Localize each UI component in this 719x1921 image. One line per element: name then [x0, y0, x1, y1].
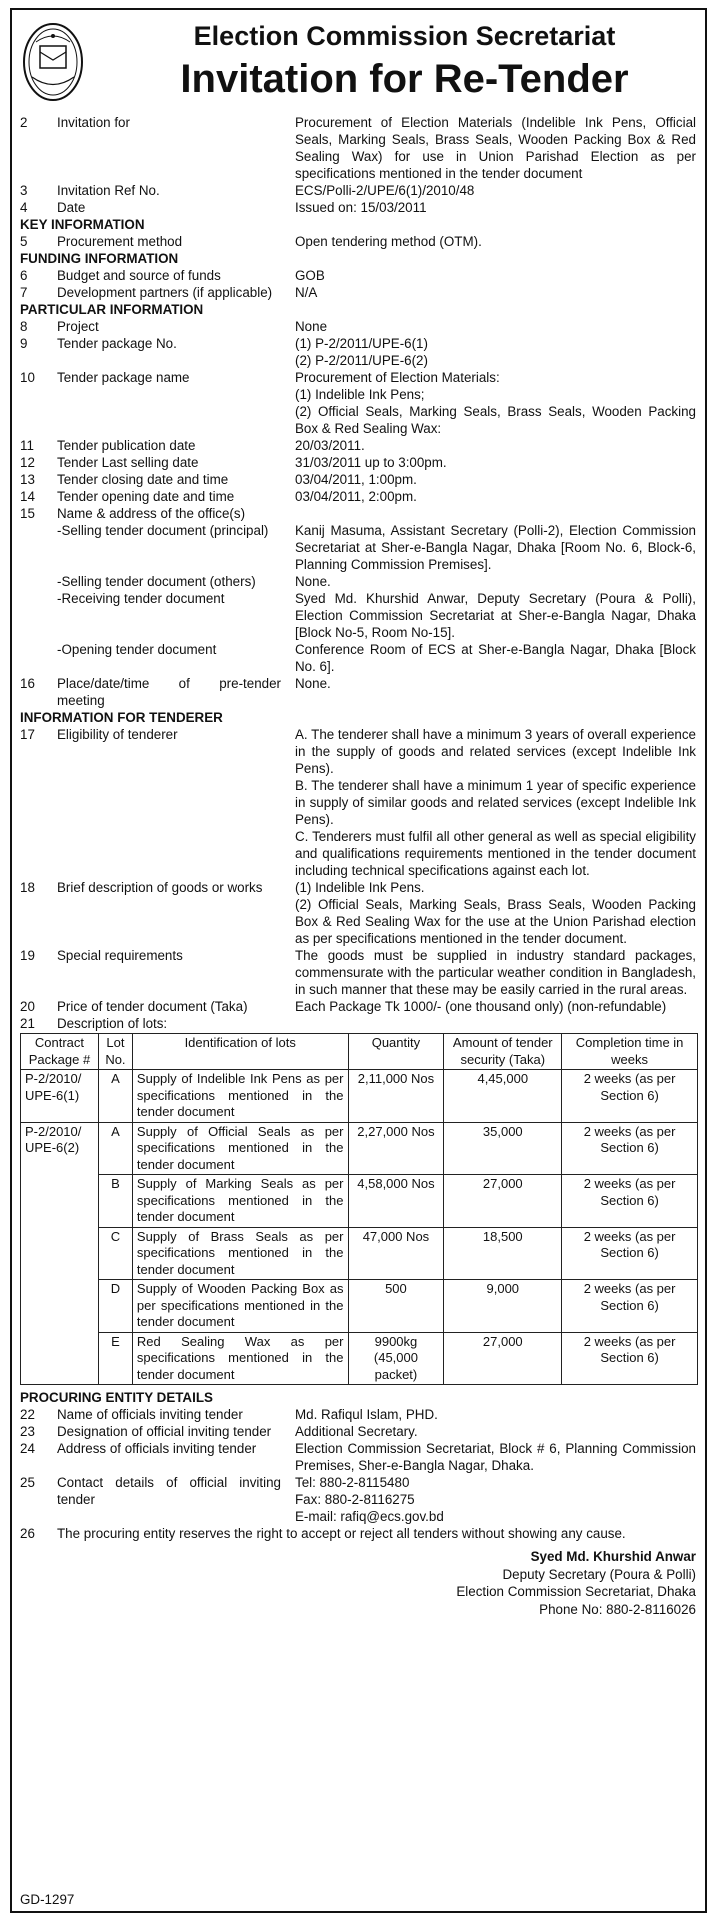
quantity-cell: 2,27,000 Nos	[348, 1122, 444, 1175]
item-label: Place/date/time of pre-tender meeting	[57, 676, 281, 708]
lot-cell: E	[98, 1332, 132, 1385]
item-value: None.	[295, 676, 331, 691]
item-label: Name of officials inviting tender	[57, 1407, 243, 1422]
item-label: Name & address of the office(s)	[57, 506, 246, 521]
section-heading: FUNDING INFORMATION	[20, 251, 179, 266]
table-row	[21, 1122, 698, 1175]
item-value: Md. Rafiqul Islam, PHD.	[295, 1407, 438, 1422]
item-value: 03/04/2011, 1:00pm.	[295, 472, 417, 487]
item-row	[20, 573, 698, 590]
lot-description: Supply of Brass Seals as per specifications mentioned in the tender document	[132, 1227, 348, 1280]
item-label: Tender Last selling date	[57, 455, 199, 470]
item-value: Issued on: 15/03/2011	[295, 200, 427, 215]
item-number: 16	[20, 676, 35, 691]
item-row	[20, 284, 698, 301]
column-header: Amount of tender security (Taka)	[444, 1034, 562, 1070]
lot-description: Supply of Official Seals as per specifications mentioned in the tender document	[132, 1122, 348, 1175]
item-value: Additional Secretary.	[295, 1424, 418, 1439]
item-number: 19	[20, 948, 35, 963]
item-label: Procurement method	[57, 234, 183, 249]
item-number: 15	[20, 506, 35, 521]
item-label: Brief description of goods or works	[57, 880, 263, 895]
lot-description: Supply of Indelible Ink Pens as per specifications mentioned in the tender document	[132, 1070, 348, 1123]
table-row	[21, 1280, 698, 1333]
footer-code: GD-1297	[20, 1892, 75, 1907]
item-value	[295, 1474, 698, 1525]
item-row	[20, 114, 698, 182]
table-row	[21, 1332, 698, 1385]
item-row	[20, 182, 698, 199]
security-cell: 35,000	[444, 1122, 562, 1175]
lots-table	[20, 1033, 698, 1385]
item-label: Contact details of official inviting tender	[57, 1475, 281, 1507]
item-row	[20, 267, 698, 284]
item-label: Invitation for	[57, 115, 130, 130]
lot-cell: C	[98, 1227, 132, 1280]
completion-cell: 2 weeks (as per Section 6)	[562, 1070, 698, 1123]
item-label: -Opening tender document	[57, 642, 217, 657]
item-value: 03/04/2011, 2:00pm.	[295, 489, 417, 504]
contact-tel: Tel: 880-2-8115480	[295, 1475, 410, 1490]
item-value	[295, 369, 698, 437]
item-label: Special requirements	[57, 948, 183, 963]
item-label: Tender package No.	[57, 336, 177, 351]
signatory-designation: Deputy Secretary (Poura & Polli)	[502, 1566, 696, 1582]
item-label: Invitation Ref No.	[57, 183, 160, 198]
item-value: None	[295, 319, 328, 334]
lot-cell: A	[98, 1070, 132, 1123]
completion-cell: 2 weeks (as per Section 6)	[562, 1332, 698, 1385]
item-value: None.	[295, 574, 331, 589]
table-row	[21, 1070, 698, 1123]
table-row	[21, 1227, 698, 1280]
lot-cell: A	[98, 1122, 132, 1175]
column-header: Lot No.	[98, 1034, 132, 1070]
item-value: ECS/Polli-2/UPE/6(1)/2010/48	[295, 183, 475, 198]
item-number: 7	[20, 285, 28, 300]
item-row	[20, 1525, 698, 1542]
item-label: -Selling tender document (principal)	[57, 523, 269, 538]
security-cell: 27,000	[444, 1332, 562, 1385]
item-number: 11	[20, 438, 34, 453]
goods-line: (1) Indelible Ink Pens.	[295, 880, 425, 895]
item-row	[20, 879, 698, 947]
item-label: Tender opening date and time	[57, 489, 235, 504]
item-row	[20, 1406, 698, 1423]
item-value: Syed Md. Khurshid Anwar, Deputy Secretary (Poura & Polli), Election Commission Secretariat at Sher-e-Bangla Nagar, Dhaka [Block No-5, Room No-15].	[295, 591, 696, 640]
signatory-office: Election Commission Secretariat, Dhaka	[456, 1584, 696, 1599]
item-value: Each Package Tk 1000/- (one thousand only) (non-refundable)	[295, 999, 667, 1014]
package-number: (1) P-2/2011/UPE-6(1)	[295, 336, 428, 351]
item-number: 25	[20, 1475, 35, 1490]
section-heading: KEY INFORMATION	[20, 217, 145, 232]
item-number: 14	[20, 489, 35, 504]
package-name-line: Procurement of Election Materials:	[295, 370, 500, 385]
item-number: 3	[20, 183, 28, 198]
item-number: 26	[20, 1526, 35, 1541]
item-row	[20, 998, 698, 1015]
eligibility-clause: A. The tenderer shall have a minimum 3 years of overall experience in the supply of goods and related services (except Indelible Ink Pens).	[295, 727, 696, 776]
quantity-cell: 2,11,000 Nos	[348, 1070, 444, 1123]
column-header: Identification of lots	[132, 1034, 348, 1070]
table-row	[21, 1175, 698, 1228]
completion-cell: 2 weeks (as per Section 6)	[562, 1175, 698, 1228]
lot-cell: D	[98, 1280, 132, 1333]
item-value: Procurement of Election Materials (Indelible Ink Pens, Official Seals, Marking Seals, Brass Seals, Wooden Packing Box & Red Sealing Wax) for use in Union Parishad Election as per specifications mentioned in the tender document	[295, 115, 696, 181]
item-label: Project	[57, 319, 99, 334]
item-number: 23	[20, 1424, 35, 1439]
item-label: -Receiving tender document	[57, 591, 225, 606]
quantity-cell: 4,58,000 Nos	[348, 1175, 444, 1228]
item-label: Price of tender document (Taka)	[57, 999, 248, 1014]
item-number: 6	[20, 268, 28, 283]
item-number: 17	[20, 727, 35, 742]
eligibility-clause: B. The tenderer shall have a minimum 1 year of specific experience in supply of similar goods and related services (except Indelible Ink Pens).	[295, 778, 696, 827]
item-number: 8	[20, 319, 28, 334]
item-value	[295, 335, 698, 369]
item-label: Tender closing date and time	[57, 472, 229, 487]
lot-description: Supply of Marking Seals as per specifications mentioned in the tender document	[132, 1175, 348, 1228]
item-value: Open tendering method (OTM).	[295, 234, 482, 249]
item-row	[20, 641, 698, 675]
item-value: 20/03/2011.	[295, 438, 365, 453]
column-header: Contract Package #	[21, 1034, 99, 1070]
item-number: 20	[20, 999, 35, 1014]
item-row	[20, 471, 698, 488]
security-cell: 9,000	[444, 1280, 562, 1333]
item-row	[20, 522, 698, 573]
section-heading: PROCURING ENTITY DETAILS	[20, 1390, 213, 1405]
item-row	[20, 454, 698, 471]
security-cell: 4,45,000	[444, 1070, 562, 1123]
item-label: Address of officials inviting tender	[57, 1441, 257, 1456]
item-number: 9	[20, 336, 28, 351]
page-title-office: Election Commission Secretariat	[193, 21, 616, 51]
item-number: 2	[20, 115, 28, 130]
page-title-main: Invitation for Re-Tender	[180, 57, 629, 101]
signature-block	[20, 1548, 698, 1618]
item-value	[295, 879, 698, 947]
completion-cell: 2 weeks (as per Section 6)	[562, 1227, 698, 1280]
table-header-row	[21, 1034, 698, 1070]
lot-cell: B	[98, 1175, 132, 1228]
item-row	[20, 437, 698, 454]
contact-fax: Fax: 880-2-8116275	[295, 1492, 415, 1507]
item-row	[20, 318, 698, 335]
item-label: Tender package name	[57, 370, 190, 385]
item-label: Development partners (if applicable)	[57, 285, 273, 300]
section-heading: INFORMATION FOR TENDERER	[20, 710, 223, 725]
item-label: Designation of official inviting tender	[57, 1424, 272, 1439]
item-value	[295, 726, 698, 879]
item-number: 24	[20, 1441, 35, 1456]
item-number: 4	[20, 200, 28, 215]
item-value: GOB	[295, 268, 325, 283]
item-value: N/A	[295, 285, 318, 300]
package-name-line: (1) Indelible Ink Pens;	[295, 387, 425, 402]
item-row	[20, 335, 698, 369]
item-value: Kanij Masuma, Assistant Secretary (Polli-2), Election Commission Secretariat at Sher-e-Bangla Nagar, Dhaka [Room No. 6, Block-6, Planning Commission Premises].	[295, 523, 696, 572]
package-cell: P-2/2010/ UPE-6(1)	[21, 1070, 99, 1123]
quantity-cell: 47,000 Nos	[348, 1227, 444, 1280]
item-value: 31/03/2011 up to 3:00pm.	[295, 455, 447, 470]
item-value: Conference Room of ECS at Sher-e-Bangla Nagar, Dhaka [Block No. 6].	[295, 642, 696, 674]
item-row	[20, 233, 698, 250]
completion-cell: 2 weeks (as per Section 6)	[562, 1122, 698, 1175]
item-row	[20, 199, 698, 216]
item-row	[20, 1423, 698, 1440]
eligibility-clause: C. Tenderers must fulfil all other general as well as special eligibility and qualifications requirements mentioned in the tender document including technical specifications against each lot.	[295, 829, 696, 878]
item-number: 12	[20, 455, 35, 470]
item-label: Date	[57, 200, 86, 215]
item-number: 18	[20, 880, 35, 895]
tender-notice-body	[20, 114, 698, 1618]
signatory-name: Syed Md. Khurshid Anwar	[530, 1549, 696, 1564]
item-row	[20, 590, 698, 641]
item-number: 22	[20, 1407, 35, 1422]
lot-description: Supply of Wooden Packing Box as per specifications mentioned in the tender document	[132, 1280, 348, 1333]
item-row	[20, 488, 698, 505]
item-label: Budget and source of funds	[57, 268, 221, 283]
item-number: 10	[20, 370, 35, 385]
item-row	[20, 726, 698, 879]
completion-cell: 2 weeks (as per Section 6)	[562, 1280, 698, 1333]
item-row	[20, 505, 698, 522]
security-cell: 27,000	[444, 1175, 562, 1228]
item-number: 13	[20, 472, 35, 487]
column-header: Quantity	[348, 1034, 444, 1070]
item-label: Tender publication date	[57, 438, 196, 453]
item-value: The goods must be supplied in industry standard packages, commensurate with the particular weather condition in Bangladesh, in such manner that these may be easily carried in the rural areas.	[295, 948, 696, 997]
item-number: 5	[20, 234, 28, 249]
lot-description: Red Sealing Wax as per specifications mentioned in the tender document	[132, 1332, 348, 1385]
section-heading: PARTICULAR INFORMATION	[20, 302, 204, 317]
security-cell: 18,500	[444, 1227, 562, 1280]
emblem-seal-icon	[22, 22, 84, 104]
quantity-cell: 9900kg (45,000 packet)	[348, 1332, 444, 1385]
item-label: Eligibility of tenderer	[57, 727, 178, 742]
package-number: (2) P-2/2011/UPE-6(2)	[295, 353, 428, 368]
item-number: 21	[20, 1016, 35, 1031]
item-row	[20, 947, 698, 998]
item-row	[20, 1474, 698, 1525]
item-row	[20, 1440, 698, 1474]
item-row	[20, 1015, 698, 1032]
item-value: Election Commission Secretariat, Block # 6, Planning Commission Premises, Sher-e-Bangla Nagar, Dhaka.	[295, 1441, 696, 1473]
quantity-cell: 500	[348, 1280, 444, 1333]
item-value: The procuring entity reserves the right to accept or reject all tenders without showing any cause.	[57, 1526, 626, 1541]
item-label: -Selling tender document (others)	[57, 574, 256, 589]
goods-line: (2) Official Seals, Marking Seals, Brass Seals, Wooden Packing Box & Red Sealing Wax for the use at the Union Parishad election as per specifications mentioned in the tender document.	[295, 897, 696, 946]
item-row	[20, 369, 698, 437]
item-row	[20, 675, 698, 709]
contact-email: E-mail: rafiq@ecs.gov.bd	[295, 1509, 444, 1524]
signatory-phone: Phone No: 880-2-8116026	[539, 1601, 696, 1617]
package-name-line: (2) Official Seals, Marking Seals, Brass Seals, Wooden Packing Box & Red Sealing Wax:	[295, 404, 696, 436]
package-cell: P-2/2010/ UPE-6(2)	[21, 1122, 99, 1385]
column-header: Completion time in weeks	[562, 1034, 698, 1070]
item-label: Description of lots:	[57, 1016, 168, 1031]
